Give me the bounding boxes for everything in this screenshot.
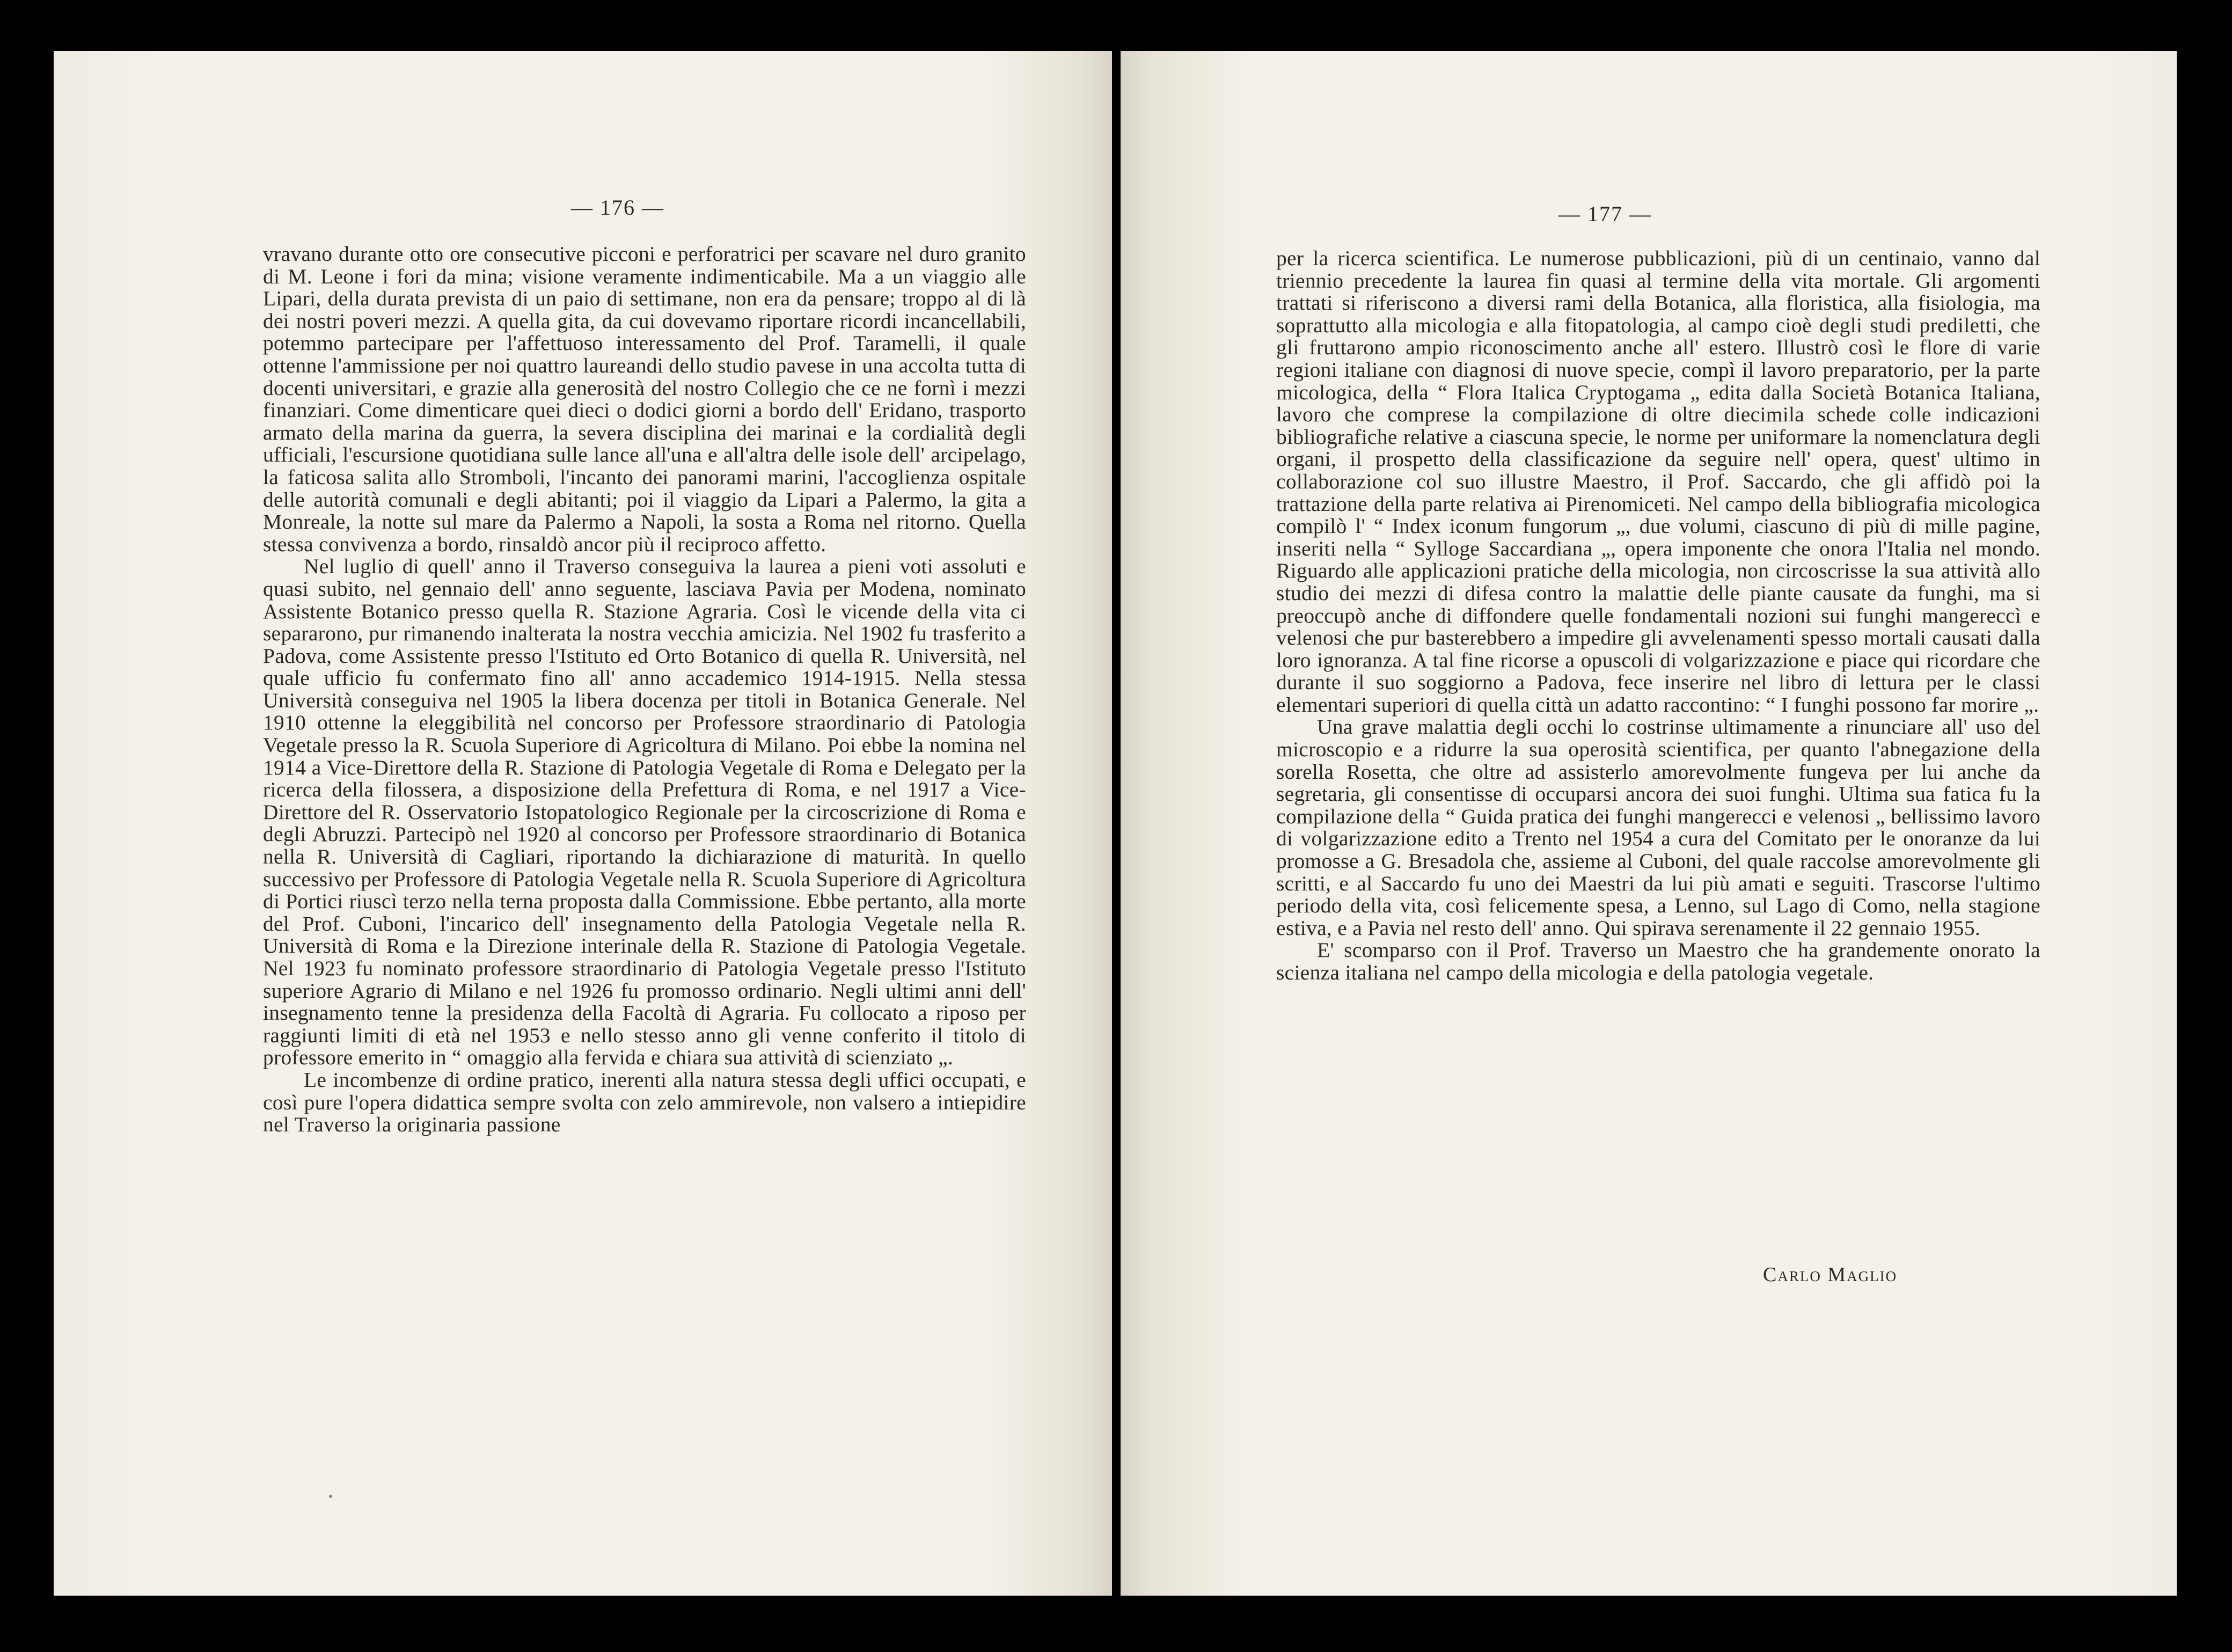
left-page-text (263, 243, 1026, 1136)
page-number-left: — 176 — (571, 195, 664, 220)
paragraph: E' scomparso con il Prof. Traverso un Maestro che ha grandemente onorato la scienza italiana nel campo della micologia e della patologia vegetale. (1276, 938, 2040, 984)
paragraph: Una grave malattia degli occhi lo costrinse ultimamente a rinunciare all' uso del microscopio e a ridurre la sua operosità scientifica, per quanto l'abnegazione della sorella Rosetta, che oltre ad assisterlo amorevolmente fungeva per lui anche da segretaria, gli consentisse di occuparsi ancora dei suoi funghi. Ultima sua fatica fu la compilazione della “ Guida pratica dei funghi mangerecci e velenosi „ bellissimo lavoro di volgarizzazione edito a Trento nel 1954 a cura del Comitato per le onoranze da lui promosse a G. Bresadola che, assieme al Cuboni, del quale raccolse amorevolmente gli scritti, e al Saccardo fu uno dei Maestri da lui più amati e seguiti. Trascorse l'ultimo periodo della vita, così felicemente spesa, a Lenno, sul Lago di Como, nella stagione estiva, e a Pavia nel resto dell' anno. Qui spirava serenamente il 22 gennaio 1955. (1276, 715, 2040, 940)
paragraph: Nel luglio di quell' anno il Traverso conseguiva la laurea a pieni voti assoluti e quasi subito, nel gennaio dell' anno seguente, lasciava Pavia per Modena, nominato Assistente Botanico presso quella R. Stazione Agraria. Così le vicende della vita ci separarono, pur rimanendo inalterata la nostra vecchia amicizia. Nel 1902 fu trasferito a Padova, come Assistente presso l'Istituto ed Orto Botanico di quella R. Università, nel quale ufficio fu confermato fino all' anno accademico 1914-1915. Nella stessa Università conseguiva nel 1905 la libera docenza per titoli in Botanica Generale. Nel 1910 ottenne la eleggibilità nel concorso per Professore straordinario di Patologia Vegetale presso la R. Scuola Superiore di Agricoltura di Milano. Poi ebbe la nomina nel 1914 a Vice-Direttore della R. Stazione di Patologia Vegetale di Roma e Delegato per la ricerca della filossera, a disposizione della Prefettura di Roma, e nel 1917 a Vice-Direttore del R. Osservatorio Istopatologico Regionale per la circoscrizione di Roma e degli Abruzzi. Partecipò nel 1920 al concorso per Professore straordinario di Botanica nella R. Università di Cagliari, riportando la dichiarazione di maturità. In quello successivo per Professore di Patologia Vegetale nella R. Scuola Superiore di Agricoltura di Portici riuscì terzo nella terna proposta dalla Commissione. Ebbe pertanto, alla morte del Prof. Cuboni, l'incarico dell' insegnamento della Patologia Vegetale nella R. Università di Roma e la Direzione interinale della R. Stazione di Patologia Vegetale. Nel 1923 fu nominato professore straordinario di Patologia Vegetale presso l'Istituto superiore Agrario di Milano e nel 1926 fu promosso ordinario. Negli ultimi anni dell' insegnamento tenne la presidenza della Facoltà di Agraria. Fu collocato a riposo per raggiunti limiti di età nel 1953 e nello stesso anno gli venne conferito il titolo di professore emerito in “ omaggio alla fervida e chiara sua attività di scienziato „. (263, 554, 1026, 1070)
page-number-right: — 177 — (1558, 202, 1652, 226)
right-page-text (1276, 247, 2040, 984)
paragraph: vravano durante otto ore consecutive picconi e perforatrici per scavare nel duro granito di M. Leone i fori da mina; visione veramente indimenticabile. Ma a un viaggio alle Lipari, della durata prevista di un paio di settimane, non era da pensare; troppo al di là dei nostri poveri mezzi. A quella gita, da cui dovevamo riportare ricordi incancellabili, potemmo partecipare per l'affettuoso interessamento del Prof. Taramelli, il quale ottenne l'ammissione per noi quattro laureandi dello studio pavese in una accolta tutta di docenti universitari, e grazie alla generosità del nostro Collegio che ce ne fornì i mezzi finanziari. Come dimenticare quei dieci o dodici giorni a bordo dell' Eridano, trasporto armato della marina da guerra, la severa disciplina dei marinai e la cordialità degli ufficiali, l'escursione quotidiana sulle lance all'una e all'altra delle isole dell' arcipelago, la faticosa salita allo Stromboli, l'incanto dei panorami marini, l'accoglienza ospitale delle autorità comunali e degli abitanti; poi il viaggio da Lipari a Palermo, la gita a Monreale, la notte sul mare da Palermo a Napoli, la sosta a Roma nel ritorno. Quella stessa convivenza a bordo, rinsaldò ancor più il reciproco affetto. (263, 242, 1026, 556)
paragraph: Le incombenze di ordine pratico, inerenti alla natura stessa degli uffici occupati, e così pure l'opera didattica sempre svolta con zelo ammirevole, non valsero a intiepidire nel Traverso la originaria passione (263, 1068, 1026, 1137)
author-signature: Carlo Maglio (1763, 1263, 1898, 1286)
right-page (1121, 51, 2177, 1596)
left-page (54, 51, 1112, 1596)
paragraph: per la ricerca scientifica. Le numerose pubblicazioni, più di un centinaio, vanno dal triennio precedente la laurea fin quasi al termine della vita mortale. Gli argomenti trattati si riferiscono a diversi rami della Botanica, alla floristica, alla fisiologia, ma soprattutto alla micologia e alla fitopatologia, al campo cioè degli studi prediletti, che gli fruttarono ampio riconoscimento anche all' estero. Illustrò così le flore di varie regioni italiane con diagnosi di nuove specie, compì il lavoro preparatorio, per la parte micologica, della “ Flora Italica Cryptogama „ edita dalla Società Botanica Italiana, lavoro che comprese la compilazione di oltre diecimila schede colle indicazioni bibliografiche relative a ciascuna specie, le norme per uniformare la nomenclatura degli organi, il prospetto della classificazione da seguire nell' opera, quest' ultimo in collaborazione col suo illustre Maestro, il Prof. Saccardo, che gli affidò poi la trattazione della parte relativa ai Pirenomiceti. Nel campo della bibliografia micologica compilò l' “ Index iconum fungorum „, due volumi, ciascuno di più di mille pagine, inseriti nella “ Sylloge Saccardiana „, opera imponente che onora l'Italia nel mondo. Riguardo alle applicazioni pratiche della micologia, non circoscrisse la sua attività allo studio dei mezzi di difesa contro la malattie delle piante causate da funghi, ma si preoccupò anche di diffondere quelle fondamentali nozioni sui funghi mangereccì e velenosi che pur basterebbero a impedire gli avvelenamenti spesso mortali causati dalla loro ignoranza. A tal fine ricorse a opuscoli di volgarizzazione e piace qui ricordare che durante il suo soggiorno a Padova, fece inserire nel libro di lettura per le classi elementari superiori di quella città un adatto raccontino: “ I funghi possono far morire „. (1276, 246, 2040, 717)
paper-speck (329, 1495, 332, 1498)
